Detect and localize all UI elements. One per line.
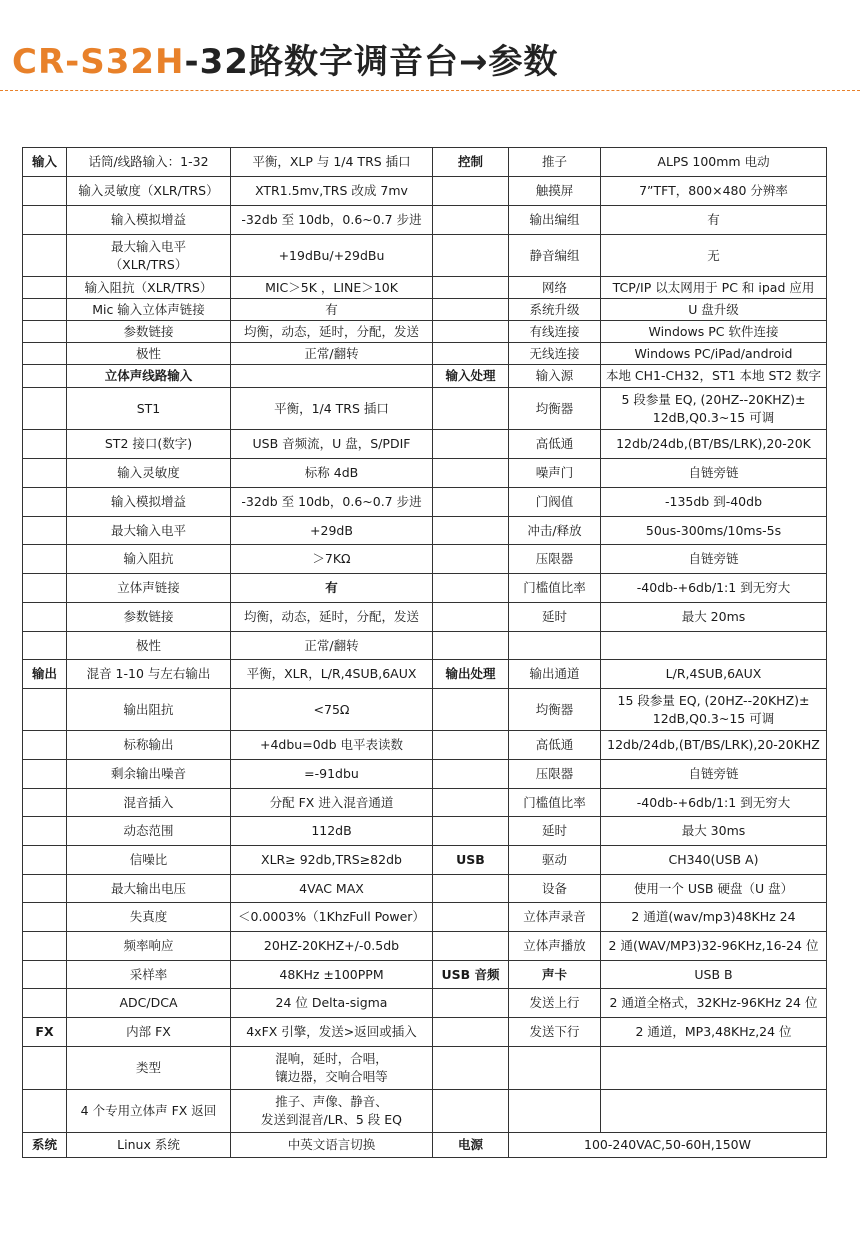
- table-cell: [509, 632, 601, 660]
- table-row: [23, 846, 827, 875]
- table-cell: [23, 603, 67, 632]
- table-row: [23, 235, 827, 277]
- table-cell: [433, 817, 509, 846]
- table-row: [23, 660, 827, 689]
- table-cell: ＜0.0003%（1KhzFull Power）: [231, 903, 433, 932]
- table-cell: [433, 789, 509, 817]
- table-cell: 输出阻抗: [67, 689, 231, 731]
- table-row: [23, 299, 827, 321]
- table-cell: USB B: [601, 961, 827, 989]
- table-cell: [433, 277, 509, 299]
- table-cell: Windows PC/iPad/android: [601, 343, 827, 365]
- table-cell: ALPS 100mm 电动: [601, 148, 827, 177]
- table-cell: 高低通: [509, 731, 601, 760]
- table-cell: 100-240VAC,50-60H,150W: [509, 1133, 827, 1158]
- table-cell: 均衡，动态，延时，分配，发送: [231, 321, 433, 343]
- table-cell: [433, 932, 509, 961]
- table-cell: 最大 30ms: [601, 817, 827, 846]
- table-row: [23, 1133, 827, 1158]
- table-cell: [23, 206, 67, 235]
- table-row: [23, 574, 827, 603]
- table-cell: 延时: [509, 817, 601, 846]
- table-cell: [23, 574, 67, 603]
- table-cell: =-91dbu: [231, 760, 433, 789]
- table-cell: USB: [433, 846, 509, 875]
- table-cell: [601, 632, 827, 660]
- table-cell: [433, 760, 509, 789]
- table-cell: 输入: [23, 148, 67, 177]
- table-cell: 本地 CH1-CH32，ST1 本地 ST2 数字: [601, 365, 827, 388]
- table-cell: 输出编组: [509, 206, 601, 235]
- table-cell: [509, 1047, 601, 1090]
- table-cell: [433, 603, 509, 632]
- table-cell: 平衡，XLR，L/R,4SUB,6AUX: [231, 660, 433, 689]
- table-row: [23, 148, 827, 177]
- table-cell: [23, 903, 67, 932]
- table-cell: 延时: [509, 603, 601, 632]
- table-row: [23, 789, 827, 817]
- table-cell: [433, 388, 509, 430]
- table-cell: 输出通道: [509, 660, 601, 689]
- table-cell: [23, 961, 67, 989]
- table-cell: MIC＞5K ，LINE＞10K: [231, 277, 433, 299]
- table-cell: 正常/翻转: [231, 632, 433, 660]
- table-cell: 输入模拟增益: [67, 206, 231, 235]
- table-row: [23, 365, 827, 388]
- table-cell: [433, 206, 509, 235]
- table-row: [23, 517, 827, 545]
- table-cell: [23, 789, 67, 817]
- table-cell: 7”TFT，800×480 分辨率: [601, 177, 827, 206]
- table-cell: 输入灵敏度: [67, 459, 231, 488]
- table-cell: 输入模拟增益: [67, 488, 231, 517]
- table-cell: 最大输入电平: [67, 517, 231, 545]
- table-cell: 动态范围: [67, 817, 231, 846]
- table-cell: CH340(USB A): [601, 846, 827, 875]
- table-row: [23, 1047, 827, 1090]
- table-cell: 触摸屏: [509, 177, 601, 206]
- table-row: [23, 817, 827, 846]
- table-cell: 最大输入电平 （XLR/TRS）: [67, 235, 231, 277]
- table-row: [23, 875, 827, 903]
- table-cell: 使用一个 USB 硬盘（U 盘）: [601, 875, 827, 903]
- table-cell: 有: [231, 574, 433, 603]
- table-cell: 48KHz ±100PPM: [231, 961, 433, 989]
- table-cell: -40db-+6db/1:1 到无穷大: [601, 789, 827, 817]
- table-cell: 24 位 Delta-sigma: [231, 989, 433, 1018]
- table-cell: [433, 574, 509, 603]
- table-cell: 内部 FX: [67, 1018, 231, 1047]
- table-row: [23, 206, 827, 235]
- table-cell: 无: [601, 235, 827, 277]
- table-cell: -40db-+6db/1:1 到无穷大: [601, 574, 827, 603]
- table-cell: TCP/IP 以太网用于 PC 和 ipad 应用: [601, 277, 827, 299]
- table-row: [23, 603, 827, 632]
- table-cell: 均衡器: [509, 388, 601, 430]
- table-cell: 驱动: [509, 846, 601, 875]
- table-cell: 标称 4dB: [231, 459, 433, 488]
- table-cell: [433, 545, 509, 574]
- table-cell: 压限器: [509, 760, 601, 789]
- table-cell: [433, 343, 509, 365]
- title-divider: [0, 90, 860, 91]
- table-row: [23, 632, 827, 660]
- table-cell: [433, 875, 509, 903]
- table-cell: 信噪比: [67, 846, 231, 875]
- table-cell: ADC/DCA: [67, 989, 231, 1018]
- table-cell: 立体声线路输入: [67, 365, 231, 388]
- table-cell: 50us-300ms/10ms-5s: [601, 517, 827, 545]
- table-cell: 参数链接: [67, 603, 231, 632]
- table-cell: 声卡: [509, 961, 601, 989]
- table-cell: [433, 430, 509, 459]
- table-cell: 12db/24db,(BT/BS/LRK),20-20K: [601, 430, 827, 459]
- table-cell: +29dB: [231, 517, 433, 545]
- table-cell: [23, 760, 67, 789]
- table-row: [23, 343, 827, 365]
- table-cell: [23, 1047, 67, 1090]
- table-cell: 输入阻抗（XLR/TRS）: [67, 277, 231, 299]
- table-cell: XTR1.5mv,TRS 改成 7mv: [231, 177, 433, 206]
- table-cell: 最大 20ms: [601, 603, 827, 632]
- table-cell: 高低通: [509, 430, 601, 459]
- table-cell: [23, 1090, 67, 1133]
- table-cell: [23, 689, 67, 731]
- table-row: [23, 961, 827, 989]
- table-cell: [433, 177, 509, 206]
- table-cell: 均衡，动态，延时，分配，发送: [231, 603, 433, 632]
- table-cell: [433, 989, 509, 1018]
- table-cell: 15 段参量 EQ, (20HZ--20KHZ)± 12dB,Q0.3~15 可调: [601, 689, 827, 731]
- table-cell: 2 通道(wav/mp3)48KHz 24: [601, 903, 827, 932]
- table-cell: [23, 932, 67, 961]
- table-cell: [231, 365, 433, 388]
- spec-table-body: [23, 148, 827, 1158]
- table-cell: 系统升级: [509, 299, 601, 321]
- table-cell: [23, 846, 67, 875]
- table-cell: USB 音频流，U 盘，S/PDIF: [231, 430, 433, 459]
- table-row: [23, 488, 827, 517]
- table-cell: 话筒/线路输入：1-32: [67, 148, 231, 177]
- title-text: -32路数字调音台→参数: [184, 42, 559, 82]
- table-cell: 静音编组: [509, 235, 601, 277]
- table-row: [23, 277, 827, 299]
- table-cell: 4xFX 引擎，发送>返回或插入: [231, 1018, 433, 1047]
- table-cell: 参数链接: [67, 321, 231, 343]
- table-cell: ST1: [67, 388, 231, 430]
- table-cell: [433, 488, 509, 517]
- table-cell: 平衡，XLP 与 1/4 TRS 插口: [231, 148, 433, 177]
- table-cell: 网络: [509, 277, 601, 299]
- table-cell: -32db 至 10db，0.6~0.7 步进: [231, 488, 433, 517]
- table-row: [23, 545, 827, 574]
- table-cell: 有: [231, 299, 433, 321]
- table-cell: 噪声门: [509, 459, 601, 488]
- table-cell: [433, 299, 509, 321]
- table-cell: 正常/翻转: [231, 343, 433, 365]
- table-cell: L/R,4SUB,6AUX: [601, 660, 827, 689]
- table-cell: [433, 731, 509, 760]
- table-cell: 推子、声像、静音、 发送到混音/LR、5 段 EQ: [231, 1090, 433, 1133]
- table-cell: 剩余输出噪音: [67, 760, 231, 789]
- table-cell: 控制: [433, 148, 509, 177]
- table-cell: 最大输出电压: [67, 875, 231, 903]
- table-row: [23, 388, 827, 430]
- table-cell: 门槛值比率: [509, 574, 601, 603]
- table-cell: 标称输出: [67, 731, 231, 760]
- table-row: [23, 177, 827, 206]
- table-cell: [23, 817, 67, 846]
- table-cell: [23, 989, 67, 1018]
- table-cell: +19dBu/+29dBu: [231, 235, 433, 277]
- table-row: [23, 459, 827, 488]
- table-cell: 极性: [67, 343, 231, 365]
- table-row: [23, 731, 827, 760]
- table-cell: [601, 1047, 827, 1090]
- table-cell: 门阀值: [509, 488, 601, 517]
- table-cell: [601, 1090, 827, 1133]
- table-cell: 平衡，1/4 TRS 插口: [231, 388, 433, 430]
- table-cell: 输入灵敏度（XLR/TRS）: [67, 177, 231, 206]
- table-cell: 2 通道，MP3,48KHz,24 位: [601, 1018, 827, 1047]
- table-cell: 2 通道全格式，32KHz-96KHz 24 位: [601, 989, 827, 1018]
- table-cell: -32db 至 10db，0.6~0.7 步进: [231, 206, 433, 235]
- table-cell: 12db/24db,(BT/BS/LRK),20-20KHZ: [601, 731, 827, 760]
- table-cell: 立体声链接: [67, 574, 231, 603]
- table-cell: 推子: [509, 148, 601, 177]
- table-cell: 有线连接: [509, 321, 601, 343]
- table-cell: [23, 632, 67, 660]
- table-row: [23, 903, 827, 932]
- table-row: [23, 989, 827, 1018]
- table-cell: [23, 875, 67, 903]
- table-cell: 采样率: [67, 961, 231, 989]
- table-cell: 2 通(WAV/MP3)32-96KHz,16-24 位: [601, 932, 827, 961]
- table-cell: [433, 1090, 509, 1133]
- table-cell: 无线连接: [509, 343, 601, 365]
- table-cell: [23, 488, 67, 517]
- table-cell: 发送上行: [509, 989, 601, 1018]
- table-cell: [433, 689, 509, 731]
- table-cell: [433, 632, 509, 660]
- table-row: [23, 430, 827, 459]
- table-cell: 112dB: [231, 817, 433, 846]
- table-row: [23, 1018, 827, 1047]
- table-cell: Linux 系统: [67, 1133, 231, 1158]
- table-cell: FX: [23, 1018, 67, 1047]
- table-cell: 混响，延时，合唱， 镶边器，交响合唱等: [231, 1047, 433, 1090]
- table-cell: [23, 517, 67, 545]
- table-cell: [433, 903, 509, 932]
- table-cell: [23, 299, 67, 321]
- spec-table: [22, 147, 827, 1158]
- table-cell: 输入源: [509, 365, 601, 388]
- table-cell: 极性: [67, 632, 231, 660]
- table-cell: -135db 到-40db: [601, 488, 827, 517]
- table-cell: 混音插入: [67, 789, 231, 817]
- table-cell: 立体声播放: [509, 932, 601, 961]
- page-title: [12, 34, 558, 84]
- table-cell: [23, 277, 67, 299]
- table-cell: 输出处理: [433, 660, 509, 689]
- table-cell: 4VAC MAX: [231, 875, 433, 903]
- table-cell: 20HZ-20KHZ+/-0.5db: [231, 932, 433, 961]
- table-cell: Mic 输入立体声链接: [67, 299, 231, 321]
- table-cell: 5 段参量 EQ, (20HZ--20KHZ)± 12dB,Q0.3~15 可调: [601, 388, 827, 430]
- model-name: CR-S32H: [12, 42, 185, 82]
- table-cell: 输入阻抗: [67, 545, 231, 574]
- table-row: [23, 321, 827, 343]
- table-cell: 分配 FX 进入混音通道: [231, 789, 433, 817]
- table-cell: [433, 1047, 509, 1090]
- table-cell: 中英文语言切换: [231, 1133, 433, 1158]
- table-cell: 失真度: [67, 903, 231, 932]
- table-cell: 门槛值比率: [509, 789, 601, 817]
- table-cell: U 盘升级: [601, 299, 827, 321]
- table-cell: Windows PC 软件连接: [601, 321, 827, 343]
- table-row: [23, 932, 827, 961]
- table-cell: 设备: [509, 875, 601, 903]
- table-cell: 输入处理: [433, 365, 509, 388]
- table-cell: 系统: [23, 1133, 67, 1158]
- table-cell: [433, 321, 509, 343]
- table-cell: [23, 177, 67, 206]
- table-cell: ST2 接口(数字): [67, 430, 231, 459]
- table-cell: 有: [601, 206, 827, 235]
- table-cell: 发送下行: [509, 1018, 601, 1047]
- table-cell: 电源: [433, 1133, 509, 1158]
- table-cell: 输出: [23, 660, 67, 689]
- table-row: [23, 760, 827, 789]
- table-cell: <75Ω: [231, 689, 433, 731]
- table-cell: 立体声录音: [509, 903, 601, 932]
- table-cell: 类型: [67, 1047, 231, 1090]
- table-cell: [23, 388, 67, 430]
- table-cell: [23, 545, 67, 574]
- table-cell: +4dbu=0db 电平表读数: [231, 731, 433, 760]
- table-cell: 4 个专用立体声 FX 返回: [67, 1090, 231, 1133]
- table-cell: [23, 430, 67, 459]
- table-cell: [433, 459, 509, 488]
- table-cell: [23, 459, 67, 488]
- table-cell: 混音 1-10 与左右输出: [67, 660, 231, 689]
- table-cell: 自链旁链: [601, 760, 827, 789]
- table-cell: [509, 1090, 601, 1133]
- table-cell: XLR≥ 92db,TRS≥82db: [231, 846, 433, 875]
- table-cell: 冲击/释放: [509, 517, 601, 545]
- table-cell: [23, 365, 67, 388]
- table-cell: 压限器: [509, 545, 601, 574]
- table-cell: [23, 731, 67, 760]
- table-cell: 自链旁链: [601, 545, 827, 574]
- table-cell: 均衡器: [509, 689, 601, 731]
- table-cell: USB 音频: [433, 961, 509, 989]
- table-cell: ＞7KΩ: [231, 545, 433, 574]
- table-cell: [433, 517, 509, 545]
- table-cell: 自链旁链: [601, 459, 827, 488]
- table-cell: [23, 343, 67, 365]
- table-cell: [433, 1018, 509, 1047]
- table-cell: 频率响应: [67, 932, 231, 961]
- table-cell: [433, 235, 509, 277]
- table-row: [23, 1090, 827, 1133]
- table-cell: [23, 235, 67, 277]
- table-cell: [23, 321, 67, 343]
- table-row: [23, 689, 827, 731]
